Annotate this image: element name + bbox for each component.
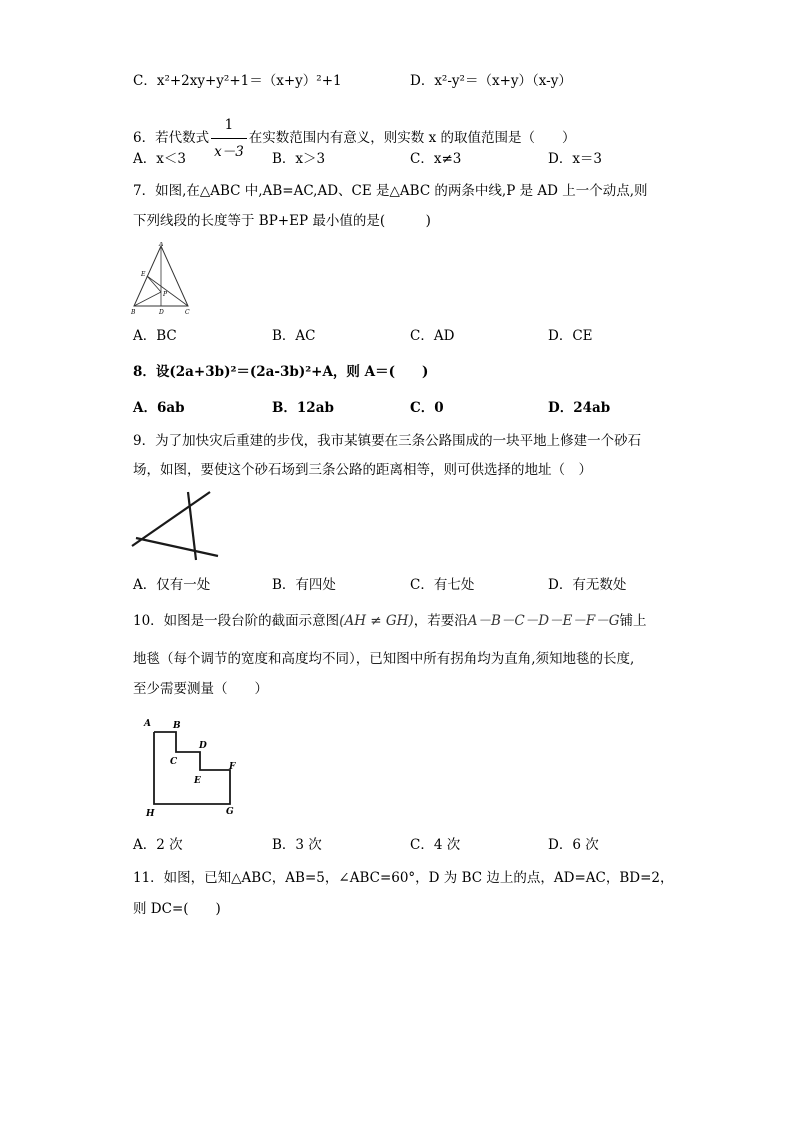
q10-condition: (AH ≠ GH) [339, 613, 414, 629]
q8-option-d: D．24ab [548, 400, 611, 416]
q6-fraction-denominator: x－3 [214, 144, 244, 160]
q10-stem-part5: 铺上 [619, 613, 647, 629]
q10-option-a: A．2 次 [133, 837, 183, 853]
q6-option-c: C．x≠3 [410, 151, 462, 167]
q10-stem-line2: 地毯（每个调节的宽度和高度均不同），已知图中所有拐角均为直角,须知地毯的长度, [133, 651, 635, 667]
q7-option-a: A．BC [133, 328, 177, 344]
q9-option-d: D．有无数处 [548, 577, 627, 593]
q9-three-roads-figure [130, 490, 220, 562]
q9-option-b: B．有四处 [272, 577, 336, 593]
q10-path: A－B－C－D－E－F－G [467, 613, 620, 629]
q7-label-d: D [159, 309, 164, 316]
q8-option-b: B．12ab [272, 400, 334, 416]
q7-label-b: B [131, 309, 136, 316]
q5-option-c: C．x²+2xy+y²+1＝（x+y）²+1 [133, 73, 342, 89]
q10-stem-line1 [133, 612, 647, 630]
q9-option-a: A．仅有一处 [133, 577, 211, 593]
q10-option-b: B．3 次 [272, 837, 322, 853]
q7-label-a: A [159, 242, 164, 248]
q10-label-b: B [173, 721, 181, 731]
q10-option-d: D．6 次 [548, 837, 599, 853]
q6-option-a: A．x＜3 [133, 151, 186, 167]
q7-label-e: E [141, 271, 146, 278]
q5-option-d: D．x²-y²＝（x+y）（x-y） [410, 73, 572, 89]
q7-stem-line2: 下列线段的长度等于 BP+EP 最小值的是( ) [133, 213, 431, 229]
q10-label-d: D [199, 741, 207, 751]
q11-stem-line1: 11．如图，已知△ABC，AB=5，∠ABC=60°，D 为 BC 边上的点，AD=AC，BD=2， [133, 870, 674, 886]
q9-option-c: C．有七处 [410, 577, 475, 593]
q7-triangle-figure [128, 242, 194, 316]
q6-stem [133, 112, 576, 165]
q10-label-h: H [146, 809, 155, 819]
q8-option-a: A．6ab [133, 400, 185, 416]
q10-label-c: C [170, 757, 178, 767]
q8-option-c: C．0 [410, 400, 444, 416]
q6-fraction [211, 112, 247, 165]
q10-label-a: A [144, 719, 151, 729]
q9-stem-line2: 场，如图，要使这个砂石场到三条公路的距离相等，则可供选择的地址（ ） [133, 462, 592, 478]
q10-stem-line3: 至少需要测量（ ） [133, 681, 268, 697]
q6-fraction-numerator: 1 [211, 112, 247, 139]
q7-label-c: C [185, 309, 190, 316]
q7-option-b: B．AC [272, 328, 316, 344]
q6-option-b: B．x＞3 [272, 151, 326, 167]
q9-stem-line1: 9．为了加快灾后重建的步伐，我市某镇要在三条公路围成的一块平地上修建一个砂石 [133, 433, 642, 449]
q7-option-c: C．AD [410, 328, 455, 344]
q10-label-g: G [226, 807, 234, 817]
q7-label-p: P [163, 291, 168, 298]
q11-stem-line2: 则 DC=( ) [133, 901, 221, 917]
q10-label-f: F [229, 762, 236, 772]
q6-stem-post: 在实数范围内有意义，则实数 x 的取值范围是（ ） [248, 130, 576, 146]
q7-option-d: D．CE [548, 328, 593, 344]
q9-road-2 [136, 538, 218, 556]
q10-stem-part1: 10．如图是一段台阶的截面示意图 [133, 613, 340, 629]
q9-road-1 [132, 492, 210, 546]
q6-stem-pre: 6．若代数式 [133, 130, 210, 146]
q10-stairs-figure [140, 712, 250, 822]
q10-stem-part3: ，若要沿 [413, 613, 468, 629]
q8-stem: 8．设(2a+3b)²＝(2a-3b)²+A，则 A＝( ) [133, 364, 429, 380]
q10-option-c: C．4 次 [410, 837, 461, 853]
q7-segment-ep [147, 276, 161, 292]
q7-segment-bp [134, 292, 161, 306]
q10-stairs-outline [154, 732, 230, 804]
q10-label-e: E [194, 776, 201, 786]
q7-median-ce [147, 276, 188, 306]
q6-option-d: D．x＝3 [548, 151, 603, 167]
q7-stem-line1: 7．如图,在△ABC 中,AB=AC,AD、CE 是△ABC 的两条中线,P 是 AD 上一个动点,则 [133, 183, 648, 199]
